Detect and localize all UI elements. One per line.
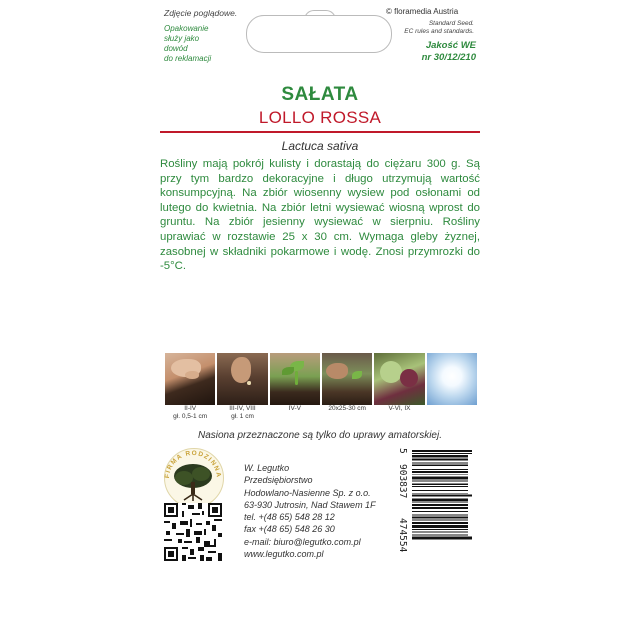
title-divider [160,131,480,133]
address-line: Hodowlano-Nasienne Sp. z o.o. [244,487,371,498]
address-line: 63-930 Jutrosin, Nad Stawem 1F [244,499,376,510]
barcode-bar [412,464,468,466]
quality-line: nr 30/12/210 [421,52,476,63]
barcode-number [394,448,410,574]
barcode-bar [412,480,468,481]
barcode-bar [412,469,468,470]
barcode-bar [412,532,468,533]
amateur-use-note: Nasiona przeznaczone są tylko do uprawy amatorskiej. [197,430,442,441]
logo-text: FIRMA RODZINNA [163,449,223,479]
barcode-bar [412,495,472,497]
fax: fax +(48 65) 548 26 30 [244,524,335,535]
standard-line: EC rules and standards. [404,28,474,35]
barcode-bar [412,477,468,480]
cultivation-captions [165,405,477,420]
copyright: © floramedia Austria [386,7,459,16]
quality-mark [422,40,476,64]
barcode-bar [412,536,472,539]
cultivation-photos [165,353,477,405]
complaint-note-line: dowód [164,44,188,53]
barcode-bar [412,455,468,458]
quality-line: Jakość WE [425,40,476,51]
barcode-bar [412,490,468,491]
barcode-bar [412,498,468,501]
complaint-note-line: Opakowanie [164,24,209,33]
hang-hole [246,15,392,53]
photo-disclaimer: Zdjęcie poglądowe. [164,8,238,18]
email[interactable]: e-mail: biuro@legutko.com.pl [244,536,361,547]
barcode-bar [412,522,468,524]
barcode-bar [412,450,472,452]
caption: IV-V [288,405,301,412]
barcode-bar [412,529,468,530]
standard-line: Standard Seed. [428,20,474,27]
phone: tel. +(48 65) 548 28 12 [244,512,335,523]
harvest-photo [374,353,424,405]
barcode-bar [412,502,468,503]
barcode-digits: 474554 [397,518,408,553]
barcode-bar [412,519,468,520]
barcode-bar [412,493,468,494]
sowing-depth-photo [165,353,215,405]
barcode-bar [412,511,468,512]
barcode-bar [412,453,472,454]
barcode-digits: 5 [397,448,408,454]
website[interactable]: www.legutko.com.pl [244,549,324,560]
spacing-photo [322,353,372,405]
qr-code[interactable] [164,503,222,561]
barcode-bar [412,517,468,519]
barcode [412,448,472,574]
barcode-bar [412,459,468,461]
barcode-bar [412,462,468,463]
barcode-bar [412,474,468,475]
product-description: Rośliny mają pokrój kulisty i dorastają do ciężaru 300 g. Są przy tym bardzo dekoracyjne i długo utrzymują wartość konsumpcyjną. Na zbiór wiosenny wysiew pod osłonami od lutego do kwietnia. Na zbiór letni wysiewać wiosną wprost do gruntu. Na zbiór jesienny wysiewać w sierpniu. Rośliny uprawiać w rozstawie 25 x 30 cm. Wymaga gleby żyznej, zasobnej w składniki pokarmowe i wodę. Znosi przymrozki do -5°C. [160,158,480,273]
product-title: SAŁATA [281,84,359,105]
barcode-bar [412,471,468,473]
caption: III-IV, VIII gł. 1 cm [229,405,256,420]
caption: II-IV gł. 0,5-1 cm [173,405,208,420]
barcode-bar [412,486,468,487]
outdoor-sowing-photo [217,353,267,405]
latin-name: Lactuca sativa [281,139,359,153]
barcode-bar [412,525,468,528]
barcode-bar [412,535,468,536]
caption: 20x25-30 cm [328,405,366,412]
complaint-note-line: do reklamacji [164,54,212,63]
complaint-note [164,24,234,64]
caption: V-VI, IX [388,405,411,412]
barcode-digits: 903837 [397,464,408,499]
manufacturer-address [244,462,376,560]
caption [427,405,477,420]
barcode-bar [412,515,468,516]
standard-seed-note [404,20,474,36]
planting-photo [270,353,320,405]
barcode-bar [412,504,468,506]
address-line: Przedsiębiorstwo [244,475,313,486]
sun-photo [427,353,477,405]
company-name: W. Legutko [244,463,290,473]
barcode-bar [412,507,468,509]
complaint-note-line: służy jako [164,34,200,43]
variety-name: LOLLO ROSSA [258,108,382,127]
tree-icon [170,462,216,502]
barcode-bar [412,483,468,485]
